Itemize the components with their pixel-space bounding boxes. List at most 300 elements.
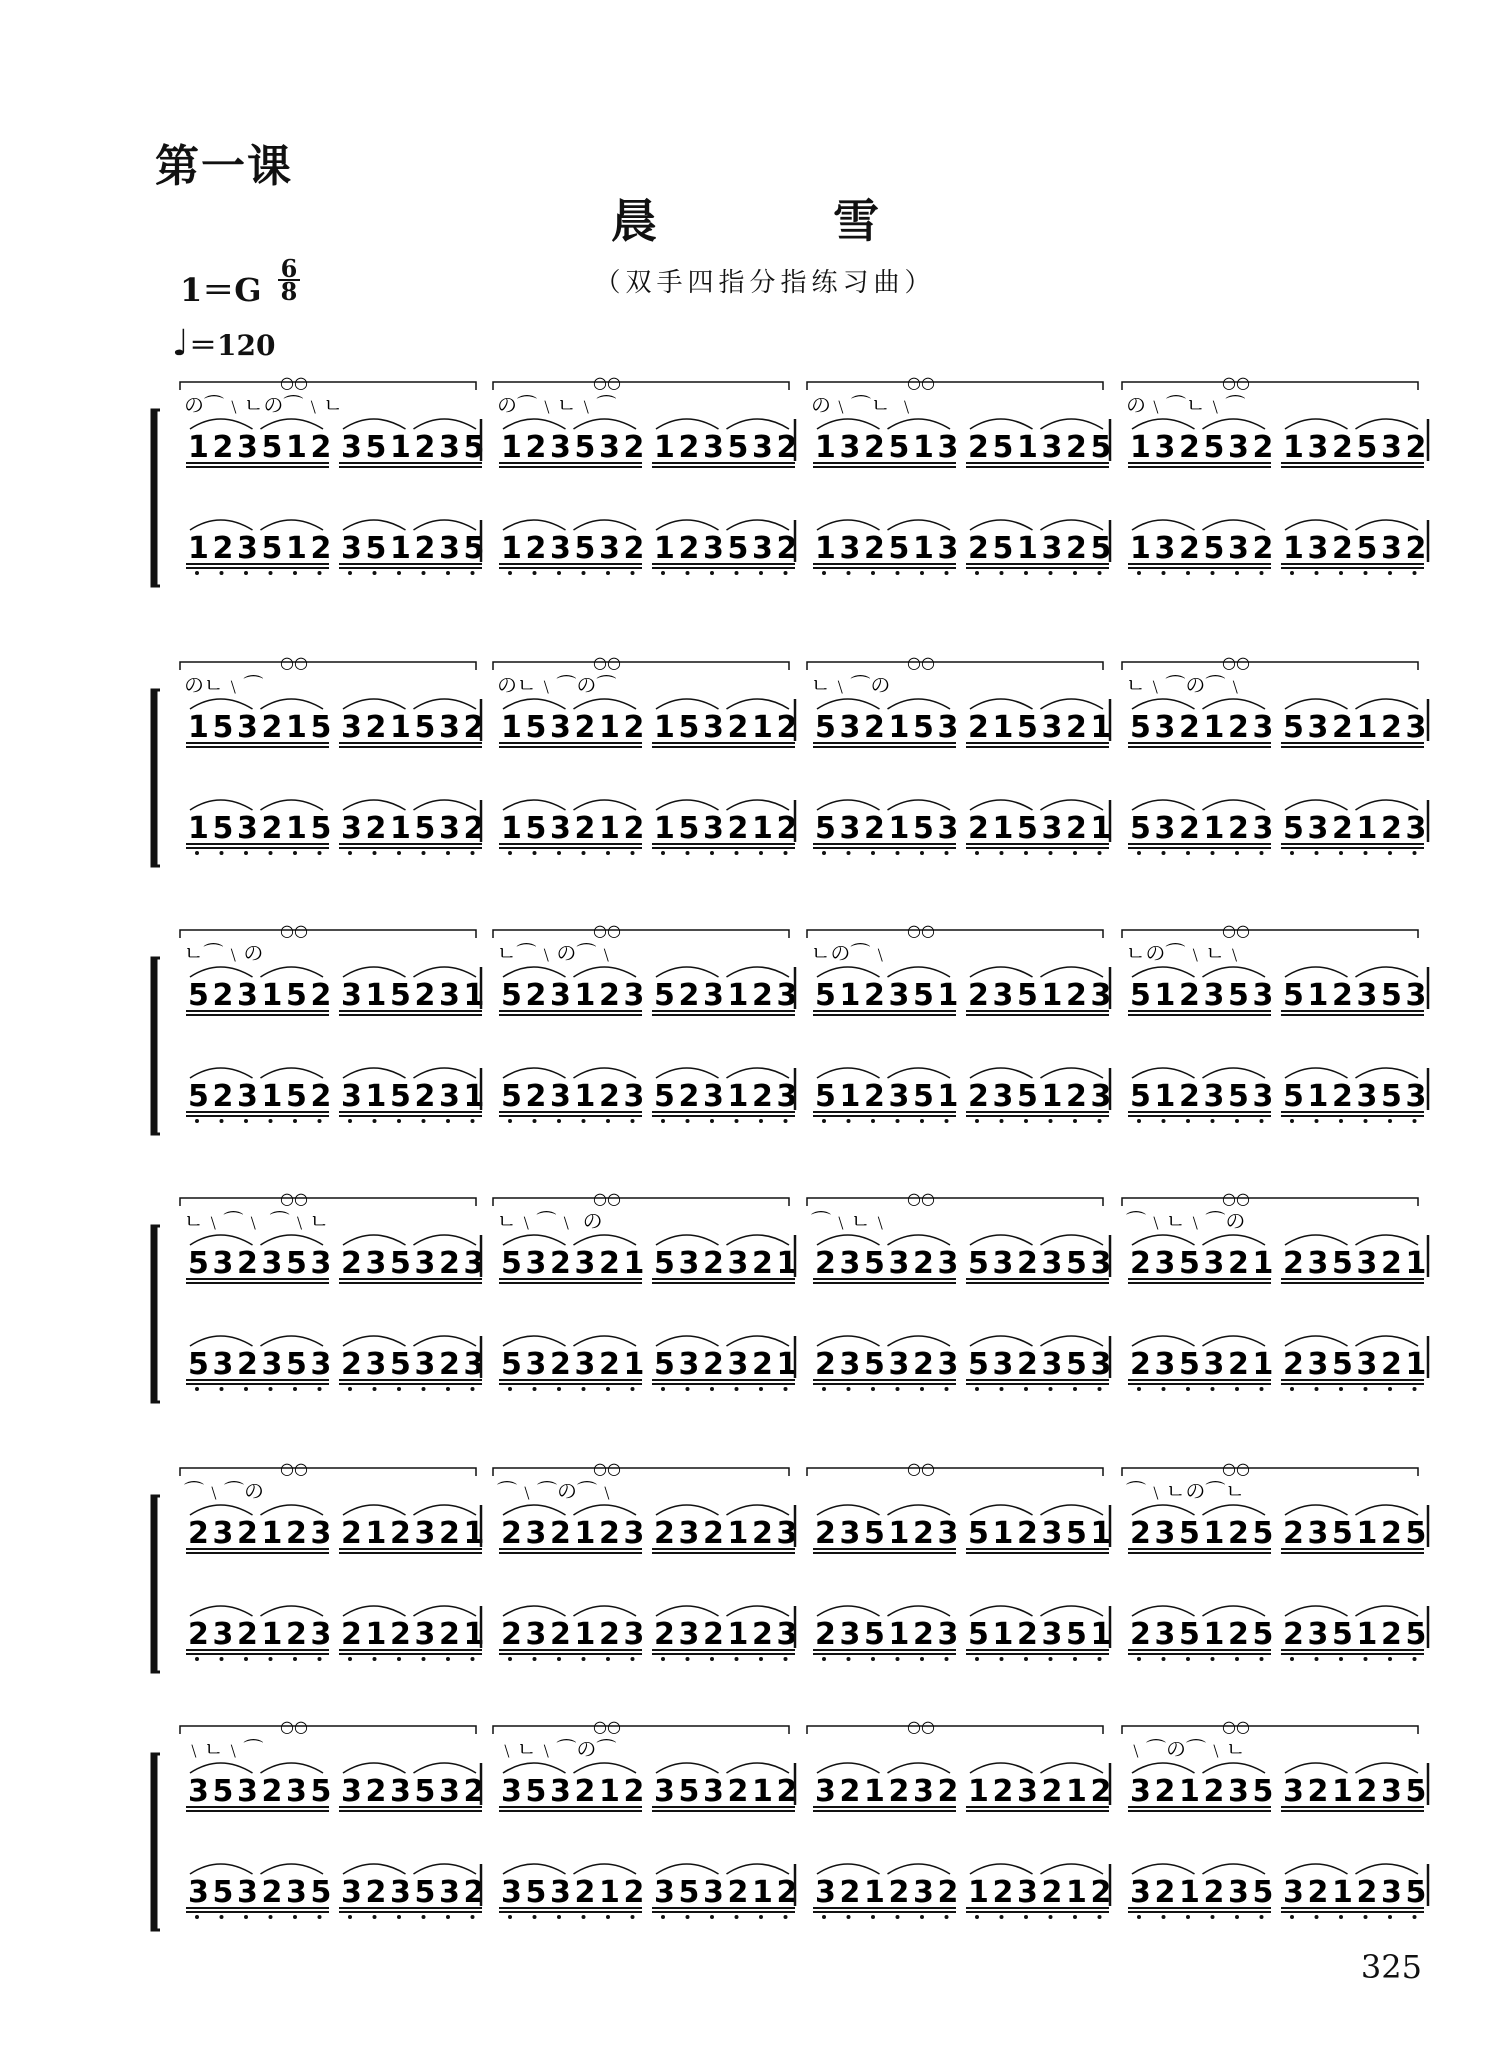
- lower-note-5-2-2-5: 2: [752, 1617, 773, 1652]
- upper-note-6-2-1-5: 1: [599, 1774, 620, 1809]
- slur: [1041, 419, 1104, 429]
- lower-note-1-2-2-5: 3: [752, 531, 773, 566]
- upper-note-4-1-1-3: 2: [237, 1246, 258, 1281]
- slur: [1285, 1068, 1348, 1078]
- fingering-marks: ⌒﹨⌒の: [184, 1479, 264, 1503]
- lower-note-3-4-2-6: 3: [1405, 1079, 1427, 1114]
- upper-note-1-2-2-2: 2: [678, 430, 700, 465]
- lower-octave-dot: [822, 1915, 826, 1919]
- lower-note-2-3-1-3: 2: [864, 811, 885, 846]
- slur: [727, 419, 790, 429]
- lower-octave-dot: [269, 1119, 273, 1123]
- lower-note-3-4-2-4: 3: [1356, 1079, 1378, 1114]
- lower-note-5-4-1-5: 2: [1228, 1617, 1249, 1652]
- slur: [574, 1864, 637, 1874]
- lower-octave-dot: [446, 1915, 450, 1919]
- slur: [656, 1235, 719, 1245]
- lower-octave-dot: [1388, 1657, 1392, 1661]
- lower-octave-dot: [1413, 1387, 1417, 1391]
- upper-note-2-2-2-1: 1: [654, 710, 675, 745]
- lower-octave-dot: [1049, 571, 1053, 575]
- lower-octave-dot: [822, 851, 826, 855]
- lower-note-5-4-1-2: 3: [1154, 1617, 1176, 1652]
- upper-note-1-3-2-1: 2: [968, 430, 989, 465]
- upper-note-2-1-2-2: 2: [365, 710, 387, 745]
- lower-octave-dot: [631, 1657, 635, 1661]
- lower-octave-dot: [606, 571, 610, 575]
- lower-octave-dot: [847, 1915, 851, 1919]
- upper-note-2-4-2-5: 2: [1381, 710, 1402, 745]
- fingering-marks: ﹨⌒の⌒﹨ㄴ: [1126, 1737, 1246, 1761]
- lower-octave-dot: [557, 1915, 561, 1919]
- lower-octave-dot: [533, 851, 537, 855]
- lower-note-3-3-1-4: 3: [888, 1079, 910, 1114]
- slur: [414, 1505, 477, 1515]
- upper-note-4-2-1-1: 5: [501, 1246, 522, 1281]
- lower-octave-dot: [348, 1915, 352, 1919]
- upper-note-3-3-1-4: 3: [888, 978, 910, 1013]
- slur: [503, 800, 566, 810]
- lower-note-4-1-1-4: 3: [261, 1347, 283, 1382]
- slur: [343, 699, 406, 709]
- lower-octave-dot: [1186, 571, 1190, 575]
- upper-note-5-2-2-6: 3: [776, 1516, 798, 1551]
- upper-note-3-4-1-4: 3: [1203, 978, 1225, 1013]
- lower-note-6-4-2-5: 3: [1381, 1875, 1402, 1910]
- upper-note-5-1-2-3: 2: [390, 1516, 411, 1551]
- lower-note-4-4-1-6: 1: [1252, 1347, 1274, 1382]
- upper-note-4-2-1-4: 3: [574, 1246, 596, 1281]
- upper-note-1-4-2-6: 2: [1405, 430, 1427, 465]
- slur: [656, 800, 719, 810]
- upper-note-5-4-2-2: 3: [1307, 1516, 1329, 1551]
- lower-note-3-3-2-2: 3: [992, 1079, 1014, 1114]
- lower-note-4-2-2-1: 5: [654, 1347, 675, 1382]
- lower-note-3-4-1-6: 3: [1252, 1079, 1274, 1114]
- lower-octave-dot: [293, 851, 297, 855]
- lower-note-1-2-1-4: 5: [574, 531, 596, 566]
- lower-note-4-4-1-3: 5: [1179, 1347, 1200, 1382]
- upper-note-1-4-2-1: 1: [1283, 430, 1304, 465]
- lower-note-1-1-1-5: 1: [286, 531, 307, 566]
- upper-note-4-2-2-5: 2: [752, 1246, 773, 1281]
- lower-note-3-1-1-3: 3: [237, 1079, 258, 1114]
- lower-octave-dot: [945, 1387, 949, 1391]
- upper-note-6-1-2-3: 3: [390, 1774, 411, 1809]
- lower-octave-dot: [1137, 851, 1141, 855]
- lower-octave-dot: [582, 1119, 586, 1123]
- lower-octave-dot: [220, 1657, 224, 1661]
- lower-octave-dot: [822, 1657, 826, 1661]
- upper-note-2-2-1-6: 2: [623, 710, 645, 745]
- lower-octave-dot: [533, 1387, 537, 1391]
- lower-octave-dot: [1000, 851, 1004, 855]
- lower-note-1-3-2-5: 2: [1066, 531, 1087, 566]
- lower-octave-dot: [896, 1915, 900, 1919]
- upper-note-4-3-1-5: 2: [913, 1246, 934, 1281]
- lower-octave-dot: [975, 851, 979, 855]
- upper-note-2-3-1-4: 1: [888, 710, 910, 745]
- upper-note-1-4-2-4: 5: [1356, 430, 1378, 465]
- lower-note-6-1-1-6: 5: [310, 1875, 332, 1910]
- slur: [414, 1606, 477, 1616]
- upper-note-3-4-2-5: 5: [1381, 978, 1402, 1013]
- slur: [503, 967, 566, 977]
- upper-note-4-4-2-5: 2: [1381, 1246, 1402, 1281]
- slur: [817, 800, 880, 810]
- upper-note-4-1-1-5: 5: [286, 1246, 307, 1281]
- slur: [888, 1068, 951, 1078]
- slur: [1041, 520, 1104, 530]
- slur: [888, 419, 951, 429]
- upper-note-5-2-1-2: 3: [525, 1516, 547, 1551]
- lower-note-6-1-1-4: 2: [261, 1875, 283, 1910]
- fingering-marks: ㄴ﹨⌒の⌒﹨: [1126, 673, 1246, 697]
- lower-octave-dot: [1186, 1915, 1190, 1919]
- slur: [1203, 419, 1266, 429]
- upper-note-2-2-2-2: 5: [678, 710, 700, 745]
- lower-octave-dot: [975, 571, 979, 575]
- lower-octave-dot: [1315, 1119, 1319, 1123]
- lower-octave-dot: [759, 1915, 763, 1919]
- upper-note-6-1-2-2: 2: [365, 1774, 387, 1809]
- lower-note-6-2-1-1: 3: [501, 1875, 522, 1910]
- lower-note-6-2-1-4: 2: [574, 1875, 596, 1910]
- fingering-marks: ㄴ﹨⌒﹨ ⌒﹨ㄴ: [184, 1209, 329, 1233]
- lower-octave-dot: [686, 1657, 690, 1661]
- slur: [414, 1763, 477, 1773]
- lower-note-5-2-2-4: 1: [727, 1617, 749, 1652]
- slur: [261, 1505, 324, 1515]
- hold-bracket: [180, 382, 476, 390]
- slur: [503, 520, 566, 530]
- lower-octave-dot: [1024, 1915, 1028, 1919]
- lower-octave-dot: [735, 571, 739, 575]
- upper-note-1-2-2-4: 5: [727, 430, 749, 465]
- upper-note-5-4-1-1: 2: [1130, 1516, 1151, 1551]
- lower-octave-dot: [397, 571, 401, 575]
- slur: [888, 1763, 951, 1773]
- lower-octave-dot: [471, 1915, 475, 1919]
- lower-octave-dot: [759, 1119, 763, 1123]
- slur: [970, 800, 1033, 810]
- lower-note-6-1-2-5: 3: [439, 1875, 460, 1910]
- slur: [817, 1068, 880, 1078]
- lower-octave-dot: [735, 1119, 739, 1123]
- slur: [261, 1235, 324, 1245]
- lower-octave-dot: [293, 1915, 297, 1919]
- lower-octave-dot: [1098, 1119, 1102, 1123]
- upper-note-6-4-2-4: 2: [1356, 1774, 1378, 1809]
- lower-octave-dot: [871, 571, 875, 575]
- lower-note-2-4-1-5: 2: [1228, 811, 1249, 846]
- hold-bracket-mark: ○○: [593, 653, 621, 672]
- upper-note-4-2-2-4: 3: [727, 1246, 749, 1281]
- lower-note-5-2-1-5: 2: [599, 1617, 620, 1652]
- lower-note-2-3-1-1: 5: [815, 811, 836, 846]
- slur: [343, 1336, 406, 1346]
- lower-octave-dot: [220, 851, 224, 855]
- slur: [970, 419, 1033, 429]
- lower-octave-dot: [244, 1387, 248, 1391]
- slur: [1285, 1336, 1348, 1346]
- lower-note-1-1-1-1: 1: [188, 531, 209, 566]
- lower-note-6-1-1-3: 3: [237, 1875, 258, 1910]
- lower-octave-dot: [1162, 571, 1166, 575]
- lower-octave-dot: [471, 571, 475, 575]
- upper-note-4-1-1-4: 3: [261, 1246, 283, 1281]
- lower-octave-dot: [348, 1657, 352, 1661]
- lower-octave-dot: [661, 851, 665, 855]
- upper-note-3-4-2-4: 3: [1356, 978, 1378, 1013]
- upper-note-2-2-1-5: 1: [599, 710, 620, 745]
- slur: [190, 1505, 253, 1515]
- upper-note-6-3-1-3: 1: [864, 1774, 885, 1809]
- lower-octave-dot: [1260, 1119, 1264, 1123]
- upper-note-5-3-2-2: 1: [992, 1516, 1014, 1551]
- upper-note-2-4-1-2: 3: [1154, 710, 1176, 745]
- slur: [1203, 967, 1266, 977]
- lower-note-1-4-2-2: 3: [1307, 531, 1329, 566]
- lower-octave-dot: [686, 571, 690, 575]
- upper-note-5-4-1-3: 5: [1179, 1516, 1200, 1551]
- hold-bracket: [180, 930, 476, 938]
- lower-note-6-2-1-5: 1: [599, 1875, 620, 1910]
- lower-octave-dot: [871, 1387, 875, 1391]
- lower-note-1-1-2-6: 5: [463, 531, 485, 566]
- upper-note-6-3-1-6: 2: [937, 1774, 959, 1809]
- upper-note-3-1-1-1: 5: [188, 978, 209, 1013]
- slur: [1285, 800, 1348, 810]
- lesson-heading: 第一课: [155, 141, 293, 192]
- slur: [190, 1606, 253, 1616]
- upper-note-2-3-2-1: 2: [968, 710, 989, 745]
- lower-note-4-3-2-1: 5: [968, 1347, 989, 1382]
- lower-octave-dot: [784, 1119, 788, 1123]
- lower-octave-dot: [195, 571, 199, 575]
- lower-note-3-4-1-2: 1: [1154, 1079, 1176, 1114]
- slur: [1285, 1505, 1348, 1515]
- upper-note-6-2-2-6: 2: [776, 1774, 798, 1809]
- lower-note-5-3-2-6: 1: [1090, 1617, 1112, 1652]
- upper-note-5-3-2-4: 3: [1041, 1516, 1063, 1551]
- slur: [1041, 1235, 1104, 1245]
- slur: [1132, 1336, 1195, 1346]
- lower-note-3-4-2-2: 1: [1307, 1079, 1329, 1114]
- lower-octave-dot: [397, 1657, 401, 1661]
- lower-octave-dot: [1260, 851, 1264, 855]
- hold-bracket: [807, 1198, 1103, 1206]
- slur: [656, 1763, 719, 1773]
- lower-note-1-2-2-3: 3: [703, 531, 724, 566]
- slur: [414, 419, 477, 429]
- slur: [888, 520, 951, 530]
- lower-note-6-1-2-1: 3: [341, 1875, 362, 1910]
- lower-note-2-2-1-1: 1: [501, 811, 522, 846]
- slur: [1285, 419, 1348, 429]
- lower-note-3-2-2-2: 2: [678, 1079, 700, 1114]
- upper-note-5-1-2-1: 2: [341, 1516, 362, 1551]
- upper-note-3-2-1-3: 3: [550, 978, 571, 1013]
- lower-note-3-2-2-5: 2: [752, 1079, 773, 1114]
- upper-note-6-2-2-2: 5: [678, 1774, 700, 1809]
- lower-note-3-2-1-2: 2: [525, 1079, 547, 1114]
- upper-note-6-4-1-1: 3: [1130, 1774, 1151, 1809]
- lower-note-5-4-2-2: 3: [1307, 1617, 1329, 1652]
- lower-octave-dot: [293, 571, 297, 575]
- fingering-marks: のㄴ﹨⌒: [184, 673, 264, 697]
- lower-octave-dot: [220, 1119, 224, 1123]
- slur: [970, 1235, 1033, 1245]
- lower-octave-dot: [1211, 1657, 1215, 1661]
- lower-octave-dot: [348, 1387, 352, 1391]
- lower-octave-dot: [1260, 1657, 1264, 1661]
- lower-octave-dot: [945, 851, 949, 855]
- lower-octave-dot: [1098, 1915, 1102, 1919]
- slur: [574, 419, 637, 429]
- lower-octave-dot: [1049, 1119, 1053, 1123]
- upper-note-5-1-2-5: 2: [439, 1516, 460, 1551]
- lower-note-2-2-1-4: 2: [574, 811, 596, 846]
- slur: [817, 1606, 880, 1616]
- upper-note-5-2-1-4: 1: [574, 1516, 596, 1551]
- upper-note-5-4-2-5: 2: [1381, 1516, 1402, 1551]
- lower-octave-dot: [896, 1657, 900, 1661]
- upper-note-5-4-2-3: 5: [1332, 1516, 1353, 1551]
- lower-octave-dot: [1024, 571, 1028, 575]
- upper-note-4-4-1-6: 1: [1252, 1246, 1274, 1281]
- hold-bracket-mark: ○○: [280, 921, 308, 940]
- upper-note-6-2-1-3: 3: [550, 1774, 571, 1809]
- lower-note-3-4-2-5: 5: [1381, 1079, 1402, 1114]
- lower-note-2-2-1-5: 1: [599, 811, 620, 846]
- tempo-value: ＝120: [188, 329, 276, 362]
- slur: [1356, 1864, 1419, 1874]
- lower-octave-dot: [1073, 1915, 1077, 1919]
- lower-octave-dot: [896, 1387, 900, 1391]
- slur: [970, 1505, 1033, 1515]
- lower-octave-dot: [195, 851, 199, 855]
- lower-note-2-3-2-1: 2: [968, 811, 989, 846]
- lower-note-1-3-2-1: 2: [968, 531, 989, 566]
- upper-note-3-1-1-6: 2: [310, 978, 332, 1013]
- lower-octave-dot: [1339, 851, 1343, 855]
- lower-octave-dot: [318, 1657, 322, 1661]
- lower-octave-dot: [710, 1657, 714, 1661]
- lower-octave-dot: [1098, 571, 1102, 575]
- upper-note-4-1-1-2: 3: [212, 1246, 234, 1281]
- slur: [727, 1235, 790, 1245]
- lower-octave-dot: [318, 851, 322, 855]
- lower-note-5-1-1-5: 2: [286, 1617, 307, 1652]
- lower-note-6-4-1-4: 2: [1203, 1875, 1225, 1910]
- slur: [1132, 419, 1195, 429]
- lower-note-4-2-2-3: 2: [703, 1347, 724, 1382]
- hold-bracket-mark: ○○: [593, 1189, 621, 1208]
- upper-note-6-4-1-4: 2: [1203, 1774, 1225, 1809]
- lower-note-4-2-1-1: 5: [501, 1347, 522, 1382]
- slur: [343, 800, 406, 810]
- hold-bracket-mark: ○○: [907, 1189, 935, 1208]
- lower-note-4-1-1-2: 3: [212, 1347, 234, 1382]
- lower-note-6-2-2-1: 3: [654, 1875, 675, 1910]
- lower-note-6-3-1-3: 1: [864, 1875, 885, 1910]
- lower-octave-dot: [606, 1915, 610, 1919]
- upper-note-5-1-2-2: 1: [365, 1516, 387, 1551]
- slur: [1356, 699, 1419, 709]
- upper-note-4-1-2-1: 2: [341, 1246, 362, 1281]
- slur: [727, 1336, 790, 1346]
- upper-note-1-4-2-5: 3: [1381, 430, 1402, 465]
- lower-octave-dot: [1211, 1387, 1215, 1391]
- hold-bracket: [180, 1198, 476, 1206]
- upper-note-4-4-2-6: 1: [1405, 1246, 1427, 1281]
- lower-octave-dot: [1413, 1119, 1417, 1123]
- lower-octave-dot: [1364, 571, 1368, 575]
- lower-octave-dot: [847, 1119, 851, 1123]
- lower-note-6-3-1-6: 2: [937, 1875, 959, 1910]
- slur: [190, 1763, 253, 1773]
- lower-octave-dot: [896, 851, 900, 855]
- upper-note-2-3-1-2: 3: [839, 710, 861, 745]
- lower-octave-dot: [710, 1119, 714, 1123]
- lower-note-3-1-1-5: 5: [286, 1079, 307, 1114]
- lower-note-5-1-1-6: 3: [310, 1617, 332, 1652]
- slur: [1285, 1606, 1348, 1616]
- lower-note-4-3-1-5: 2: [913, 1347, 934, 1382]
- lower-octave-dot: [1364, 851, 1368, 855]
- lower-octave-dot: [1388, 571, 1392, 575]
- slur: [656, 967, 719, 977]
- upper-note-1-3-2-6: 5: [1090, 430, 1112, 465]
- lower-octave-dot: [759, 571, 763, 575]
- upper-note-5-2-1-6: 3: [623, 1516, 645, 1551]
- lower-note-6-3-2-4: 2: [1041, 1875, 1063, 1910]
- hold-bracket-mark: ○○: [907, 653, 935, 672]
- lower-octave-dot: [784, 1915, 788, 1919]
- lower-note-1-1-1-3: 3: [237, 531, 258, 566]
- slur: [414, 699, 477, 709]
- lower-octave-dot: [373, 1915, 377, 1919]
- hold-bracket: [1122, 1198, 1418, 1206]
- hold-bracket: [807, 382, 1103, 390]
- slur: [261, 699, 324, 709]
- upper-note-2-1-2-1: 3: [341, 710, 362, 745]
- lower-octave-dot: [1413, 1657, 1417, 1661]
- lower-note-2-4-2-2: 3: [1307, 811, 1329, 846]
- lower-octave-dot: [582, 1657, 586, 1661]
- slur: [727, 699, 790, 709]
- upper-note-4-3-2-4: 3: [1041, 1246, 1063, 1281]
- upper-note-5-3-2-5: 5: [1066, 1516, 1087, 1551]
- lower-note-6-1-2-3: 3: [390, 1875, 411, 1910]
- lower-octave-dot: [195, 1657, 199, 1661]
- slur: [574, 800, 637, 810]
- upper-note-3-3-1-6: 1: [937, 978, 959, 1013]
- slur: [574, 1505, 637, 1515]
- lower-note-6-3-2-5: 1: [1066, 1875, 1087, 1910]
- lower-note-2-3-1-4: 1: [888, 811, 910, 846]
- hold-bracket-mark: ○○: [1222, 1189, 1250, 1208]
- slur: [1132, 1864, 1195, 1874]
- lower-note-3-3-2-6: 3: [1090, 1079, 1112, 1114]
- lower-note-5-3-2-2: 1: [992, 1617, 1014, 1652]
- slur: [261, 1864, 324, 1874]
- upper-note-1-3-1-3: 2: [864, 430, 885, 465]
- lower-note-2-2-2-3: 3: [703, 811, 724, 846]
- lower-octave-dot: [1315, 1387, 1319, 1391]
- lower-octave-dot: [1000, 1915, 1004, 1919]
